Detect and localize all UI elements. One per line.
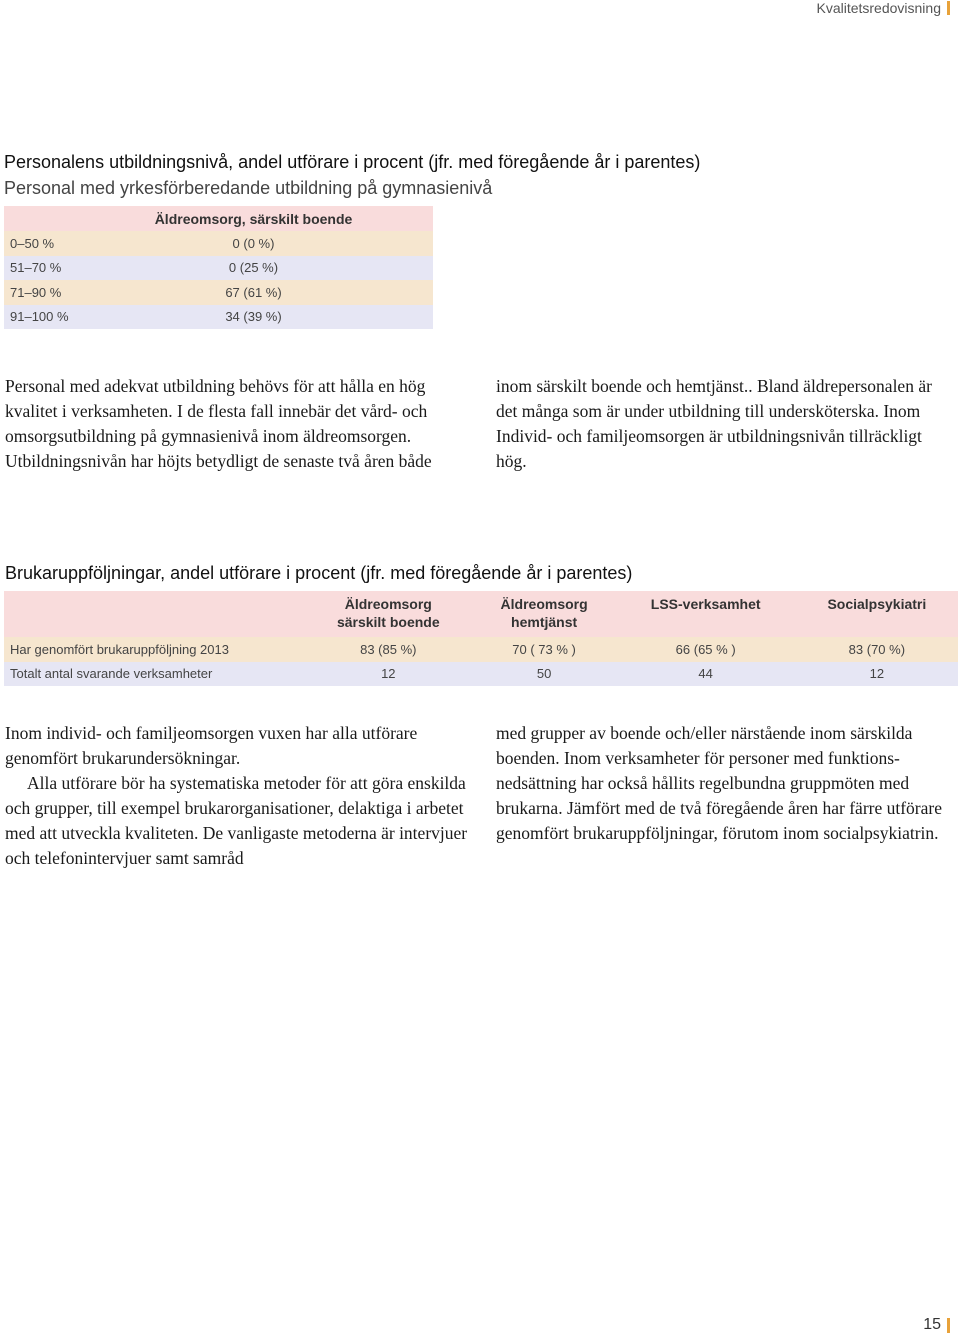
table1-header-blank (4, 206, 74, 231)
column-header (304, 591, 473, 637)
table-row (4, 305, 433, 330)
cell-value: 70 ( 73 % ) (473, 637, 616, 662)
column-header-line1: Äldreomsorg (344, 596, 432, 612)
row-value: 0 (25 %) (74, 256, 433, 281)
table-row (4, 280, 433, 305)
row-label: Totalt antal svarande verksamheter (4, 662, 304, 687)
body-text-column-right (496, 721, 951, 846)
body-paragraph: inom särskilt boende och hemtjänst.. Bland äldrepersonalen är det många som är under utbildning till undersköterska. Inom Individ- och familjeomsorgen är utbildningsnivån tillräckligt hög. (496, 376, 932, 471)
column-header-line2: hemtjänst (511, 614, 578, 630)
table1-subtitle: Personal med yrkesförberedande utbildning på gymnasienivå (4, 178, 493, 198)
column-header-line2: särskilt boende (336, 614, 440, 630)
row-value: 0 (0 %) (74, 231, 433, 256)
row-value: 67 (61 %) (74, 280, 433, 305)
row-label: Har genomfört brukaruppföljning 2013 (4, 637, 304, 662)
column-header (796, 591, 958, 637)
row-value: 34 (39 %) (74, 305, 433, 330)
cell-value: 66 (65 % ) (616, 637, 796, 662)
table2-header-blank (4, 591, 304, 637)
cell-value: 83 (70 %) (796, 637, 958, 662)
body-paragraph: Alla utförare bör ha systematiska metoder för att göra enskilda och grupper, till exempel brukarorganisationer, delaktiga i arbetet med att utveckla kvaliteten. De vanligaste metoderna är intervjuer och telefonintervjuer samt samråd (5, 773, 468, 868)
column-header-line1: Äldreomsorg (500, 596, 588, 612)
table-row (4, 231, 433, 256)
body-paragraph: Inom individ- och familjeomsorgen vuxen har alla utförare genomfört brukarundersökningar. (5, 723, 418, 768)
row-label: 71–90 % (4, 280, 74, 305)
cell-value: 12 (304, 662, 473, 687)
body-paragraph: med grupper av boende och/eller närstående inom särskilda boenden. Inom verksamheter för personer med funktions-nedsättning har också hållits regelbundna gruppmöten med brukarna. Jämfört med de två föregående åren har färre utförare genomfört brukaruppföljningar, förutom inom socialpsykiatrin. (496, 723, 943, 843)
column-header-line1: LSS-verksamhet (650, 596, 761, 612)
row-label: 0–50 % (4, 231, 74, 256)
table2-header-row (4, 591, 958, 637)
column-header-line1: Socialpsykiatri (827, 596, 927, 612)
cell-value: 83 (85 %) (304, 637, 473, 662)
body-text-column-left (5, 374, 475, 474)
table-row (4, 662, 958, 687)
table1-title: Personalens utbildningsnivå, andel utförare i procent (jfr. med föregående år i parentes) (4, 152, 701, 172)
cell-value: 12 (796, 662, 958, 687)
cell-value: 44 (616, 662, 796, 687)
table2-title: Brukaruppföljningar, andel utförare i procent (jfr. med föregående år i parentes) (5, 563, 633, 583)
column-header (473, 591, 616, 637)
body-text-column-left (5, 721, 475, 871)
row-label: 91–100 % (4, 305, 74, 330)
page-number-accent-bar (947, 1318, 950, 1333)
body-paragraph: Personal med adekvat utbildning behövs för att hålla en hög kvalitet i verksamheten. I de flesta fall innebär det vård- och omsorgsutbildning på gymnasienivå inom äldreomsorgen. Utbildningsnivån har höjts betydligt de senaste två åren både (5, 376, 432, 471)
running-header-text: Kvalitetsredovisning (816, 0, 941, 16)
table-row (4, 637, 958, 662)
body-text-column-right (496, 374, 951, 474)
page-number-text: 15 (923, 1316, 941, 1333)
row-label: 51–70 % (4, 256, 74, 281)
user-follow-up-table (4, 591, 958, 686)
cell-value: 50 (473, 662, 616, 687)
running-header (816, 0, 950, 16)
table1-column-header: Äldreomsorg, särskilt boende (74, 206, 433, 231)
table1-header-row (4, 206, 433, 231)
table-row (4, 256, 433, 281)
column-header (616, 591, 796, 637)
education-level-table (4, 206, 433, 329)
page-number (923, 1316, 950, 1334)
header-accent-bar (947, 1, 950, 15)
